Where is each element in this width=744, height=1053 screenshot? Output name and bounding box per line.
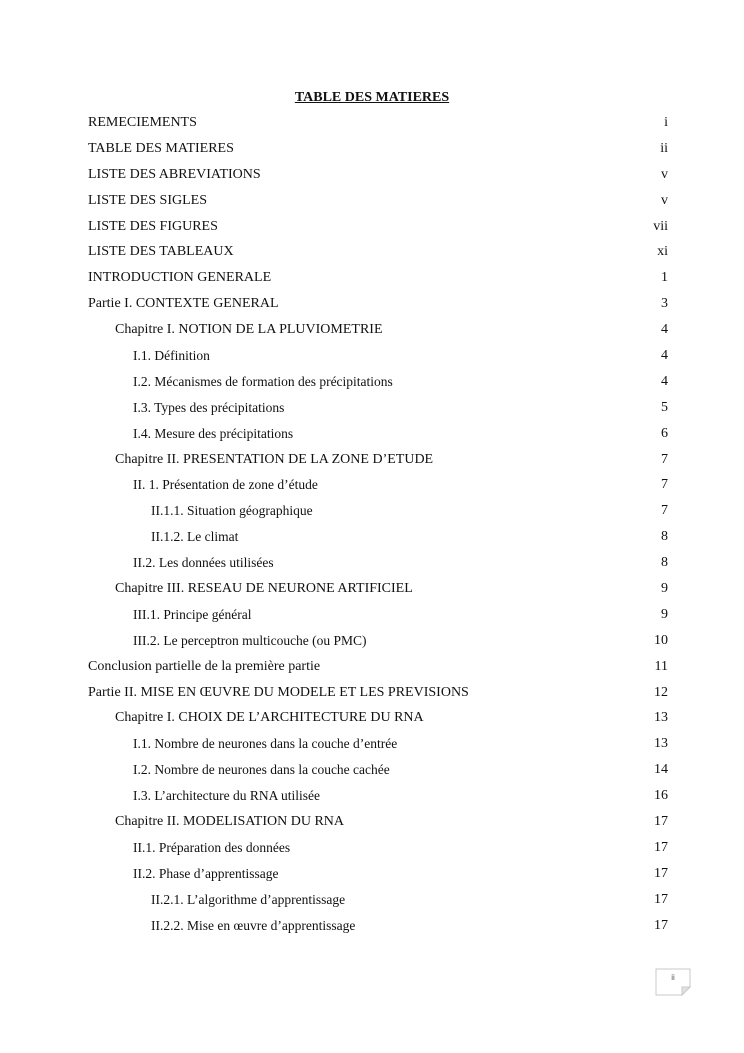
toc-entry-label: II.2. Les données utilisées xyxy=(133,555,274,571)
toc-entry-page: 7 xyxy=(661,477,668,493)
toc-entry xyxy=(88,809,668,835)
toc-entry-page: 4 xyxy=(661,373,668,389)
toc-entry-label: III.1. Principe général xyxy=(133,606,252,622)
toc-entry-page: 8 xyxy=(661,529,668,545)
toc-entry xyxy=(88,162,668,188)
toc-entry-label: II.2.2. Mise en œuvre d’apprentissage xyxy=(151,917,356,933)
toc-entry-page: 9 xyxy=(661,606,668,622)
toc-entry xyxy=(88,214,668,240)
toc-entry xyxy=(88,602,668,628)
toc-entry xyxy=(88,887,668,913)
toc-entry-page: 12 xyxy=(654,684,668,700)
toc-entry-page: 10 xyxy=(654,632,668,648)
toc-entry-label: Chapitre I. NOTION DE LA PLUVIOMETRIE xyxy=(115,322,383,338)
toc-entry-label: I.4. Mesure des précipitations xyxy=(133,425,294,441)
toc-entry-label: REMECIEMENTS xyxy=(88,115,197,130)
toc-entry-page: 9 xyxy=(661,581,668,597)
toc-entry-page: 14 xyxy=(654,762,668,778)
toc-entry-page: 4 xyxy=(661,348,668,364)
toc-entry-page: 17 xyxy=(654,917,668,933)
toc-entry xyxy=(88,265,668,291)
toc-entry-label: LISTE DES ABREVIATIONS xyxy=(88,166,261,182)
toc-entry-label: Chapitre III. RESEAU DE NEURONE ARTIFICIEL xyxy=(115,581,413,597)
toc-entry-page: xi xyxy=(657,244,668,260)
toc-entry-page: i xyxy=(664,115,668,130)
toc-entry-page: 17 xyxy=(654,839,668,855)
toc-entry-label: II.1.2. Le climat xyxy=(151,529,239,545)
toc-entry-label: I.2. Nombre de neurones dans la couche cachée xyxy=(133,762,390,778)
toc-entry-page: 7 xyxy=(661,503,668,519)
toc-entry-label: III.2. Le perceptron multicouche (ou PMC) xyxy=(133,632,367,648)
toc-entry xyxy=(88,447,668,473)
toc-entry-page: 13 xyxy=(654,710,668,726)
toc-entry xyxy=(88,395,668,421)
toc-entry xyxy=(88,913,668,939)
toc-entry xyxy=(88,550,668,576)
toc-entry-page: 5 xyxy=(661,399,668,415)
page-number: ii xyxy=(671,973,675,982)
toc-entry xyxy=(88,524,668,550)
toc-entry-label: II.1.1. Situation géographique xyxy=(151,503,313,519)
toc-entry xyxy=(88,654,668,680)
toc-entry-label: II.2. Phase d’apprentissage xyxy=(133,865,279,881)
toc-entry xyxy=(88,317,668,343)
toc-entry xyxy=(88,291,668,317)
toc-entry-label: I.1. Nombre de neurones dans la couche d’entrée xyxy=(133,736,398,752)
toc-entry xyxy=(88,835,668,861)
toc-entry-label: TABLE DES MATIERES xyxy=(88,140,234,156)
toc-entry xyxy=(88,757,668,783)
toc-entry-label: I.1. Définition xyxy=(133,348,210,364)
toc-entry-page: 6 xyxy=(661,425,668,441)
toc-entry-label: I.3. L’architecture du RNA utilisée xyxy=(133,788,320,804)
table-of-contents xyxy=(88,110,668,939)
toc-entry-label: II.2.1. L’algorithme d’apprentissage xyxy=(151,891,346,907)
toc-entry xyxy=(88,705,668,731)
toc-entry xyxy=(88,421,668,447)
toc-entry-label: LISTE DES SIGLES xyxy=(88,192,207,208)
toc-entry-label: I.3. Types des précipitations xyxy=(133,399,285,415)
toc-entry xyxy=(88,861,668,887)
toc-entry-page: 17 xyxy=(654,865,668,881)
toc-entry-label: INTRODUCTION GENERALE xyxy=(88,270,272,286)
toc-entry xyxy=(88,472,668,498)
toc-entry xyxy=(88,136,668,162)
toc-entry-label: Partie I. CONTEXTE GENERAL xyxy=(88,296,279,312)
toc-entry-page: 16 xyxy=(654,788,668,804)
toc-entry-page: 8 xyxy=(661,555,668,571)
toc-entry xyxy=(88,239,668,265)
toc-entry-label: LISTE DES FIGURES xyxy=(88,218,218,234)
toc-entry-label: II.1. Préparation des données xyxy=(133,839,291,855)
toc-entry xyxy=(88,110,668,136)
toc-entry xyxy=(88,369,668,395)
toc-entry-label: Chapitre II. PRESENTATION DE LA ZONE D’ETUDE xyxy=(115,451,434,467)
toc-entry xyxy=(88,680,668,706)
toc-entry xyxy=(88,731,668,757)
toc-entry-label: I.2. Mécanismes de formation des précipitations xyxy=(133,373,393,389)
toc-entry-page: 3 xyxy=(661,296,668,312)
toc-entry-label: II. 1. Présentation de zone d’étude xyxy=(133,477,318,493)
toc-entry-page: v xyxy=(661,192,668,208)
toc-entry-page: 13 xyxy=(654,736,668,752)
page-number-badge xyxy=(655,968,691,996)
toc-entry-label: Partie II. MISE EN ŒUVRE DU MODELE ET LES PREVISIONS xyxy=(88,684,469,700)
toc-title: TABLE DES MATIERES xyxy=(294,90,450,105)
toc-entry xyxy=(88,783,668,809)
toc-entry-page: 4 xyxy=(661,322,668,338)
toc-entry-page: 1 xyxy=(661,270,668,286)
toc-entry-page: 7 xyxy=(661,451,668,467)
toc-entry xyxy=(88,576,668,602)
toc-entry-label: Chapitre I. CHOIX DE L’ARCHITECTURE DU RNA xyxy=(115,710,424,726)
toc-entry-page: v xyxy=(661,166,668,182)
toc-entry-label: Conclusion partielle de la première partie xyxy=(88,658,321,674)
toc-entry-label: LISTE DES TABLEAUX xyxy=(88,244,234,260)
toc-entry xyxy=(88,498,668,524)
toc-entry-page: 17 xyxy=(654,891,668,907)
toc-entry xyxy=(88,188,668,214)
toc-entry-page: ii xyxy=(660,140,668,156)
toc-entry xyxy=(88,628,668,654)
toc-entry-page: 17 xyxy=(654,814,668,830)
toc-entry xyxy=(88,343,668,369)
toc-entry-page: 11 xyxy=(654,658,668,674)
toc-entry-label: Chapitre II. MODELISATION DU RNA xyxy=(115,814,345,830)
toc-entry-page: vii xyxy=(653,218,668,234)
